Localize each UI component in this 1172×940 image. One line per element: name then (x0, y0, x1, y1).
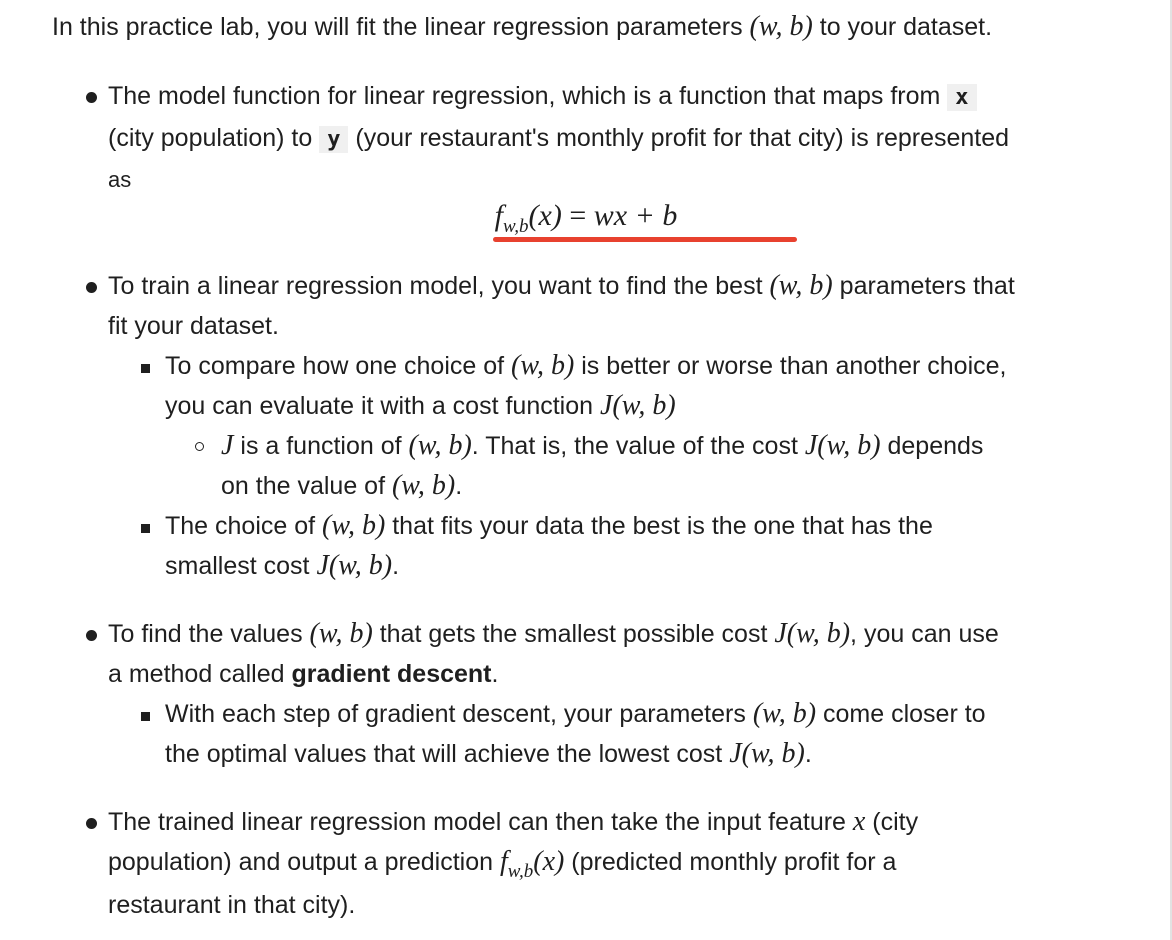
math-jwb: J(w, b) (599, 390, 676, 421)
text: on the value of (221, 472, 392, 500)
text: come closer to (816, 700, 986, 728)
text: population) and output a prediction (108, 848, 500, 876)
text: fit your dataset. (108, 312, 279, 340)
list-item (0, 266, 1148, 346)
math-wb: (w, b) (752, 698, 817, 729)
math-j: J (221, 430, 234, 461)
math-subscript: w,b (507, 861, 534, 882)
text: With each step of gradient descent, your parameters (165, 700, 753, 728)
intro-text-end: to your dataset. (812, 13, 993, 41)
list-item (0, 506, 1150, 586)
text: (predicted monthly profit for a (564, 848, 897, 876)
text: smallest cost (165, 552, 317, 580)
bullet-dot-icon (86, 282, 97, 293)
list-item (0, 426, 1121, 506)
text: (city population) to (108, 124, 320, 152)
text: . That is, the value of the cost (471, 432, 805, 460)
bullet-circle-icon (195, 442, 204, 451)
math-jwb: J(w, b) (316, 550, 393, 581)
math-wb: (w, b) (749, 11, 813, 42)
text: (city (865, 808, 919, 836)
math-wb: (w, b) (391, 470, 456, 501)
list-item (0, 76, 1148, 200)
text: , you can use (850, 620, 999, 648)
text: The choice of (165, 512, 323, 540)
math-jwb: J(w, b) (729, 738, 805, 769)
code-y: y (319, 126, 348, 153)
intro-text: In this practice lab, you will fit the linear regression parameters (52, 13, 750, 41)
bullet-square-icon (141, 712, 150, 721)
text: (your restaurant's monthly profit for that city) is represented (348, 124, 1010, 152)
bullet-dot-icon (86, 92, 97, 103)
text: To find the values (108, 620, 310, 648)
list-item (0, 346, 1150, 426)
eq-arg: (x) (528, 199, 562, 232)
text: . (804, 740, 812, 768)
list-item (0, 694, 1150, 774)
math-wb: (w, b) (511, 350, 575, 381)
math-arg: (x) (533, 846, 565, 877)
eq-rhs: wx + b (593, 199, 678, 232)
equation-model (0, 196, 1172, 240)
math-jwb: J(w, b) (804, 430, 881, 461)
red-underline-annotation (493, 237, 797, 242)
text: that gets the smallest possible cost (372, 620, 775, 648)
math-wb: (w, b) (322, 510, 386, 541)
bullet-dot-icon (86, 818, 97, 829)
bullet-dot-icon (86, 630, 97, 641)
math-x: x (852, 806, 866, 837)
bullet-trained-model (0, 802, 1148, 925)
text: The model function for linear regression, which is a function that maps from (108, 82, 948, 110)
list-item (0, 614, 1148, 694)
math-jwb: J(w, b) (774, 618, 851, 649)
eq-f: f (494, 199, 504, 232)
text: restaurant in that city). (108, 891, 356, 919)
math-f: f (499, 846, 508, 877)
intro-paragraph (52, 7, 992, 47)
text: is a function of (233, 432, 409, 460)
bullet-gradient-descent (0, 614, 1150, 774)
text: depends (880, 432, 984, 460)
math-wb: (w, b) (309, 618, 373, 649)
eq-equals: = (561, 199, 594, 232)
text: The trained linear regression model can then take the input feature (108, 808, 853, 836)
text: as (108, 167, 132, 192)
bullet-train-model (0, 266, 1150, 586)
code-x: x (947, 84, 976, 111)
text: To train a linear regression model, you want to find the best (108, 272, 770, 300)
text: the optimal values that will achieve the lowest cost (165, 740, 730, 768)
math-wb: (w, b) (769, 270, 833, 301)
eq-subscript: w,b (503, 216, 529, 237)
bullet-model-function (0, 76, 1148, 200)
text: is better or worse than another choice, (574, 352, 1007, 380)
list-item (0, 802, 1148, 925)
text: . (455, 472, 463, 500)
math-wb: (w, b) (408, 430, 472, 461)
bullet-square-icon (141, 524, 150, 533)
text: To compare how one choice of (165, 352, 512, 380)
text: a method called (108, 660, 292, 688)
text: . (392, 552, 400, 580)
text: that fits your data the best is the one that has the (385, 512, 933, 540)
bold-term: gradient descent (291, 660, 492, 688)
text: you can evaluate it with a cost function (165, 392, 600, 420)
text: . (491, 660, 499, 688)
bullet-square-icon (141, 364, 150, 373)
text: parameters that (832, 272, 1015, 300)
